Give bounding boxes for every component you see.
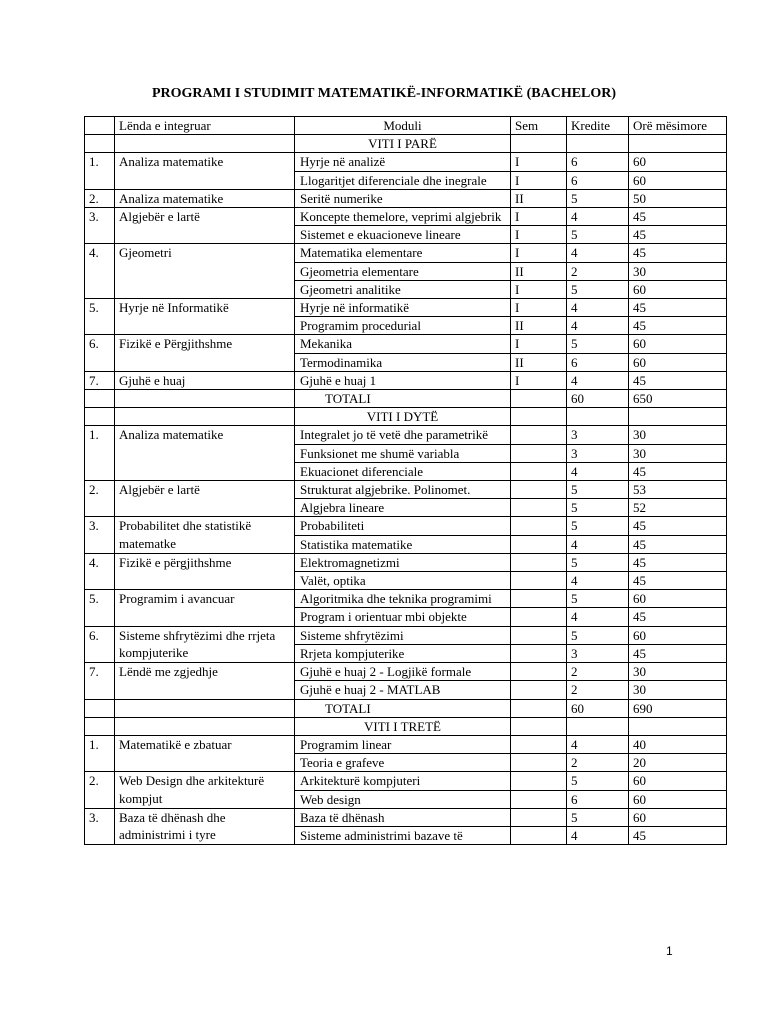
- total-label: TOTALI: [295, 390, 511, 408]
- module-name: Probabiliteti: [295, 517, 511, 535]
- table-header-row: [85, 117, 727, 135]
- row-number: 2.: [85, 772, 115, 808]
- year-number-cell: [85, 135, 115, 153]
- module-name: Gjuhë e huaj 2 - Logjikë formale: [295, 663, 511, 681]
- credits: 5: [567, 590, 629, 608]
- year-hours-cell: [629, 135, 727, 153]
- semester: [511, 517, 567, 535]
- subject-name: Web Design dhe arkitekturë kompjut: [115, 772, 295, 808]
- semester: [511, 735, 567, 753]
- credits: 5: [567, 499, 629, 517]
- year-credits-cell: [567, 408, 629, 426]
- total-subject-cell: [115, 699, 295, 717]
- module-name: Llogaritjet diferenciale dhe inegrale: [295, 171, 511, 189]
- subject-name: Analiza matematike: [115, 189, 295, 207]
- semester: [511, 681, 567, 699]
- semester: [511, 481, 567, 499]
- year-number-cell: [85, 408, 115, 426]
- year-sem-cell: [511, 135, 567, 153]
- credits: 2: [567, 663, 629, 681]
- hours: 45: [629, 535, 727, 553]
- semester: [511, 462, 567, 480]
- year-subject-cell: [115, 717, 295, 735]
- row-number: 3.: [85, 208, 115, 244]
- semester: I: [511, 171, 567, 189]
- credits: 5: [567, 226, 629, 244]
- module-name: Programim linear: [295, 735, 511, 753]
- table-row: [85, 299, 727, 317]
- total-row: [85, 699, 727, 717]
- hours: 30: [629, 663, 727, 681]
- hours: 45: [629, 371, 727, 389]
- credits: 4: [567, 208, 629, 226]
- subject-name: Fizikë e Përgjithshme: [115, 335, 295, 371]
- module-name: Seritë numerike: [295, 189, 511, 207]
- hours: 30: [629, 262, 727, 280]
- module-name: Sisteme shfrytëzimi: [295, 626, 511, 644]
- credits: 5: [567, 335, 629, 353]
- total-label: TOTALI: [295, 699, 511, 717]
- table-row: [85, 481, 727, 499]
- module-name: Algjebra lineare: [295, 499, 511, 517]
- table-row: [85, 189, 727, 207]
- year-subject-cell: [115, 408, 295, 426]
- hours: 45: [629, 462, 727, 480]
- semester: I: [511, 371, 567, 389]
- credits: 6: [567, 353, 629, 371]
- credits: 6: [567, 171, 629, 189]
- credits: 5: [567, 517, 629, 535]
- total-hours: 650: [629, 390, 727, 408]
- credits: 4: [567, 299, 629, 317]
- table-row: [85, 244, 727, 262]
- table-row: [85, 153, 727, 171]
- credits: 3: [567, 426, 629, 444]
- hours: 45: [629, 299, 727, 317]
- semester: [511, 626, 567, 644]
- module-name: Baza të dhënash: [295, 808, 511, 826]
- hours: 60: [629, 353, 727, 371]
- row-number: 1.: [85, 735, 115, 771]
- page-number: 1: [666, 944, 673, 958]
- module-name: Gjeometria elementare: [295, 262, 511, 280]
- year-sem-cell: [511, 717, 567, 735]
- year-subject-cell: [115, 135, 295, 153]
- semester: [511, 754, 567, 772]
- module-name: Teoria e grafeve: [295, 754, 511, 772]
- table-row: [85, 663, 727, 681]
- row-number: 3.: [85, 808, 115, 844]
- semester: I: [511, 244, 567, 262]
- header-number: [85, 117, 115, 135]
- hours: 60: [629, 280, 727, 298]
- module-name: Hyrje në analizë: [295, 153, 511, 171]
- row-number: 3.: [85, 517, 115, 553]
- credits: 4: [567, 535, 629, 553]
- row-number: 6.: [85, 335, 115, 371]
- semester: II: [511, 317, 567, 335]
- hours: 60: [629, 790, 727, 808]
- year-number-cell: [85, 717, 115, 735]
- module-name: Gjuhë e huaj 2 - MATLAB: [295, 681, 511, 699]
- header-semester: Sem: [511, 117, 567, 135]
- module-name: Ekuacionet diferenciale: [295, 462, 511, 480]
- semester: [511, 590, 567, 608]
- credits: 4: [567, 462, 629, 480]
- semester: [511, 663, 567, 681]
- semester: [511, 790, 567, 808]
- hours: 60: [629, 153, 727, 171]
- subject-name: Lëndë me zgjedhje: [115, 663, 295, 699]
- row-number: 6.: [85, 626, 115, 662]
- header-hours: Orë mësimore: [629, 117, 727, 135]
- credits: 2: [567, 754, 629, 772]
- credits: 6: [567, 790, 629, 808]
- credits: 6: [567, 153, 629, 171]
- table-row: [85, 553, 727, 571]
- total-sem-cell: [511, 699, 567, 717]
- year-credits-cell: [567, 717, 629, 735]
- semester: I: [511, 226, 567, 244]
- hours: 50: [629, 189, 727, 207]
- row-number: 4.: [85, 244, 115, 299]
- row-number: 4.: [85, 553, 115, 589]
- total-sem-cell: [511, 390, 567, 408]
- subject-name: Algjebër e lartë: [115, 208, 295, 244]
- credits: 5: [567, 808, 629, 826]
- hours: 40: [629, 735, 727, 753]
- semester: II: [511, 353, 567, 371]
- row-number: 1.: [85, 153, 115, 189]
- module-name: Algoritmika dhe teknika programimi: [295, 590, 511, 608]
- hours: 30: [629, 444, 727, 462]
- total-number-cell: [85, 699, 115, 717]
- module-name: Funksionet me shumë variabla: [295, 444, 511, 462]
- total-row: [85, 390, 727, 408]
- credits: 4: [567, 244, 629, 262]
- hours: 30: [629, 681, 727, 699]
- semester: [511, 553, 567, 571]
- credits: 4: [567, 608, 629, 626]
- total-subject-cell: [115, 390, 295, 408]
- document-title: PROGRAMI I STUDIMIT MATEMATIKË-INFORMATIKË (BACHELOR): [151, 86, 617, 101]
- hours: 45: [629, 553, 727, 571]
- year-credits-cell: [567, 135, 629, 153]
- hours: 45: [629, 644, 727, 662]
- table-row: [85, 208, 727, 226]
- hours: 45: [629, 572, 727, 590]
- module-name: Hyrje në informatikë: [295, 299, 511, 317]
- year-heading: VITI I TRETË: [295, 717, 511, 735]
- row-number: 5.: [85, 590, 115, 626]
- subject-name: Analiza matematike: [115, 426, 295, 481]
- module-name: Integralet jo të vetë dhe parametrikë: [295, 426, 511, 444]
- subject-name: Gjuhë e huaj: [115, 371, 295, 389]
- credits: 2: [567, 681, 629, 699]
- semester: I: [511, 280, 567, 298]
- curriculum-table: [84, 116, 727, 845]
- module-name: Arkitekturë kompjuteri: [295, 772, 511, 790]
- semester: [511, 826, 567, 844]
- subject-name: Gjeometri: [115, 244, 295, 299]
- semester: [511, 572, 567, 590]
- year-sem-cell: [511, 408, 567, 426]
- semester: [511, 608, 567, 626]
- row-number: 2.: [85, 189, 115, 207]
- subject-name: Sisteme shfrytëzimi dhe rrjeta kompjuterike: [115, 626, 295, 662]
- credits: 5: [567, 189, 629, 207]
- semester: [511, 444, 567, 462]
- row-number: 1.: [85, 426, 115, 481]
- module-name: Mekanika: [295, 335, 511, 353]
- credits: 3: [567, 444, 629, 462]
- year-heading-row: [85, 717, 727, 735]
- hours: 60: [629, 335, 727, 353]
- table-row: [85, 517, 727, 535]
- credits: 2: [567, 262, 629, 280]
- module-name: Programim procedurial: [295, 317, 511, 335]
- total-number-cell: [85, 390, 115, 408]
- module-name: Koncepte themelore, veprimi algjebrik: [295, 208, 511, 226]
- hours: 45: [629, 826, 727, 844]
- hours: 20: [629, 754, 727, 772]
- module-name: Termodinamika: [295, 353, 511, 371]
- total-credits: 60: [567, 699, 629, 717]
- module-name: Gjuhë e huaj 1: [295, 371, 511, 389]
- semester: II: [511, 189, 567, 207]
- credits: 5: [567, 626, 629, 644]
- semester: [511, 426, 567, 444]
- semester: II: [511, 262, 567, 280]
- hours: 45: [629, 317, 727, 335]
- row-number: 7.: [85, 371, 115, 389]
- semester: [511, 644, 567, 662]
- semester: [511, 499, 567, 517]
- hours: 30: [629, 426, 727, 444]
- hours: 60: [629, 590, 727, 608]
- subject-name: Hyrje në Informatikë: [115, 299, 295, 335]
- subject-name: Probabilitet dhe statistikë matematke: [115, 517, 295, 553]
- subject-name: Fizikë e përgjithshme: [115, 553, 295, 589]
- subject-name: Programim i avancuar: [115, 590, 295, 626]
- total-credits: 60: [567, 390, 629, 408]
- semester: I: [511, 335, 567, 353]
- hours: 45: [629, 517, 727, 535]
- total-hours: 690: [629, 699, 727, 717]
- year-heading-row: [85, 408, 727, 426]
- table-row: [85, 426, 727, 444]
- hours: 60: [629, 808, 727, 826]
- hours: 60: [629, 772, 727, 790]
- table-row: [85, 590, 727, 608]
- row-number: 7.: [85, 663, 115, 699]
- header-credits: Kredite: [567, 117, 629, 135]
- year-heading-row: [85, 135, 727, 153]
- module-name: Elektromagnetizmi: [295, 553, 511, 571]
- hours: 52: [629, 499, 727, 517]
- semester: I: [511, 153, 567, 171]
- credits: 5: [567, 553, 629, 571]
- semester: I: [511, 299, 567, 317]
- header-module: Moduli: [295, 117, 511, 135]
- table-row: [85, 335, 727, 353]
- semester: [511, 535, 567, 553]
- credits: 5: [567, 481, 629, 499]
- table-row: [85, 735, 727, 753]
- hours: 60: [629, 626, 727, 644]
- subject-name: Baza të dhënash dhe administrimi i tyre: [115, 808, 295, 844]
- module-name: Web design: [295, 790, 511, 808]
- year-heading: VITI I DYTË: [295, 408, 511, 426]
- row-number: 5.: [85, 299, 115, 335]
- module-name: Statistika matematike: [295, 535, 511, 553]
- table-row: [85, 772, 727, 790]
- credits: 5: [567, 280, 629, 298]
- subject-name: Algjebër e lartë: [115, 481, 295, 517]
- hours: 45: [629, 226, 727, 244]
- hours: 60: [629, 171, 727, 189]
- table-row: [85, 808, 727, 826]
- subject-name: Matematikë e zbatuar: [115, 735, 295, 771]
- semester: I: [511, 208, 567, 226]
- header-subject: Lënda e integruar: [115, 117, 295, 135]
- table-row: [85, 626, 727, 644]
- credits: 3: [567, 644, 629, 662]
- hours: 53: [629, 481, 727, 499]
- semester: [511, 772, 567, 790]
- hours: 45: [629, 608, 727, 626]
- credits: 5: [567, 772, 629, 790]
- year-heading: VITI I PARË: [295, 135, 511, 153]
- year-hours-cell: [629, 717, 727, 735]
- module-name: Rrjeta kompjuterike: [295, 644, 511, 662]
- module-name: Program i orientuar mbi objekte: [295, 608, 511, 626]
- credits: 4: [567, 735, 629, 753]
- row-number: 2.: [85, 481, 115, 517]
- module-name: Sistemet e ekuacioneve lineare: [295, 226, 511, 244]
- subject-name: Analiza matematike: [115, 153, 295, 189]
- credits: 4: [567, 572, 629, 590]
- credits: 4: [567, 826, 629, 844]
- credits: 4: [567, 371, 629, 389]
- semester: [511, 808, 567, 826]
- year-hours-cell: [629, 408, 727, 426]
- credits: 4: [567, 317, 629, 335]
- module-name: Gjeometri analitike: [295, 280, 511, 298]
- module-name: Matematika elementare: [295, 244, 511, 262]
- module-name: Sisteme administrimi bazave të: [295, 826, 511, 844]
- module-name: Strukturat algjebrike. Polinomet.: [295, 481, 511, 499]
- hours: 45: [629, 244, 727, 262]
- table-row: [85, 371, 727, 389]
- module-name: Valët, optika: [295, 572, 511, 590]
- hours: 45: [629, 208, 727, 226]
